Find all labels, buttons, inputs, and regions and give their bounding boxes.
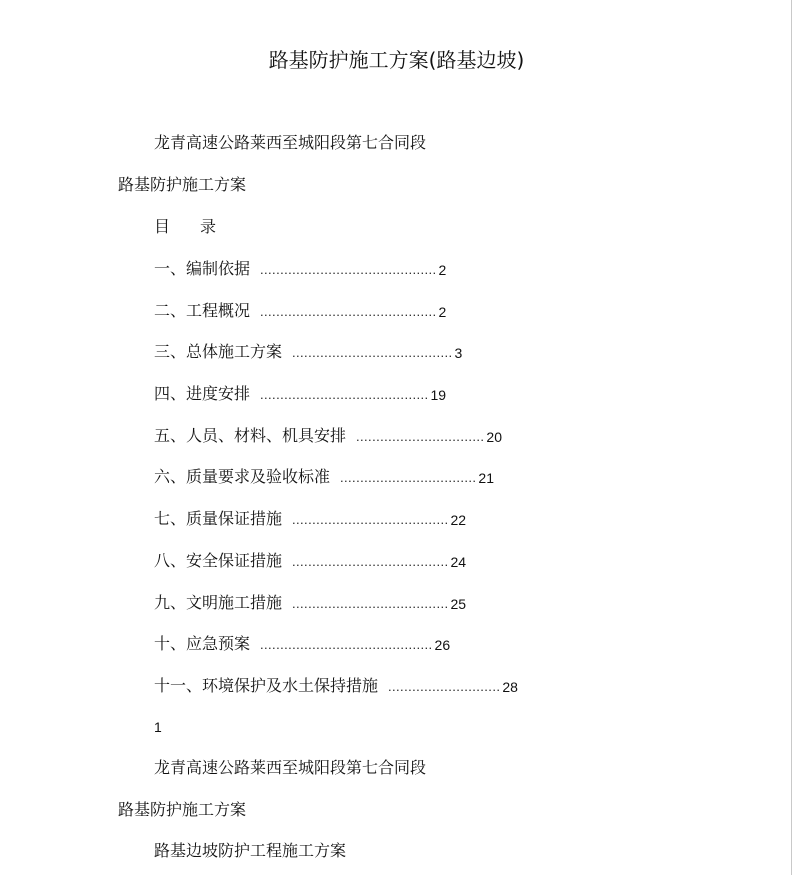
toc-entry-label: 三、总体施工方案 [154,342,283,362]
toc-page-number: 20 [486,428,502,445]
toc-entry-6[interactable] [154,466,518,508]
toc-entry-3[interactable] [154,341,518,383]
toc-leader-dots: ........................................ [292,345,453,361]
project-header: 龙青高速公路莱西至城阳段第七合同段 [154,133,427,152]
toc-leader-dots: ....................................... [292,595,449,611]
toc-page-number: 3 [454,345,463,362]
toc-page-number: 26 [434,637,451,654]
toc-leader-dots: ........................................... [260,637,433,653]
plan-header-repeat: 路基防护施工方案 [118,800,247,819]
plan-header: 路基防护施工方案 [118,175,247,194]
toc-entry-7[interactable] [154,508,518,550]
toc-leader-dots: .......................................... [260,387,429,403]
toc-leader-dots: ............................ [388,678,501,694]
toc-page-number: 22 [450,512,467,529]
toc-entry-label: 九、文明施工措施 [154,592,283,612]
toc-page-number: 2 [438,303,447,320]
toc-page-number: 21 [478,470,494,487]
toc-leader-dots: ....................................... [292,553,449,569]
page-edge-divider [791,0,792,875]
toc-entry-2[interactable] [154,300,518,342]
toc-entry-label: 一、编制依据 [154,259,251,278]
toc-entry-1[interactable] [154,258,518,300]
toc-heading-part-2: 录 [200,217,217,236]
toc-entry-4[interactable] [154,383,518,425]
toc-entry-10[interactable] [154,633,518,675]
toc-entry-label: 十一、环境保护及水土保持措施 [154,675,379,695]
document-title: 路基防护施工方案(路基边坡) [268,48,525,72]
toc-entry-label: 五、人员、材料、机具安排 [154,425,347,445]
toc-entry-label: 六、质量要求及验收标准 [154,467,331,487]
toc-leader-dots: ............................................ [260,262,437,277]
toc-page-number: 28 [502,678,518,695]
toc-leader-dots: ............................................ [260,303,437,319]
toc-page-number: 25 [450,595,467,612]
toc-entry-9[interactable] [154,592,518,634]
toc-entry-8[interactable] [154,550,518,592]
table-of-contents [154,258,518,717]
toc-leader-dots: .................................. [340,470,477,486]
toc-entry-label: 七、质量保证措施 [154,509,283,529]
page-number: 1 [154,719,162,735]
toc-heading-part-1: 目 [154,217,171,236]
toc-entry-label: 十、应急预案 [154,634,251,654]
section-title: 路基边坡防护工程施工方案 [154,841,347,860]
toc-entry-label: 八、安全保证措施 [154,550,283,570]
toc-page-number: 2 [438,262,447,278]
toc-entry-5[interactable] [154,425,518,467]
toc-page-number: 24 [450,553,467,570]
toc-entry-11[interactable] [154,675,518,717]
toc-leader-dots: ................................ [356,428,485,444]
project-header-repeat: 龙青高速公路莱西至城阳段第七合同段 [154,758,427,777]
toc-entry-label: 四、进度安排 [154,384,251,404]
toc-entry-label: 二、工程概况 [154,300,251,320]
toc-page-number: 19 [430,387,447,404]
toc-heading [154,216,216,238]
toc-leader-dots: ....................................... [292,512,449,528]
